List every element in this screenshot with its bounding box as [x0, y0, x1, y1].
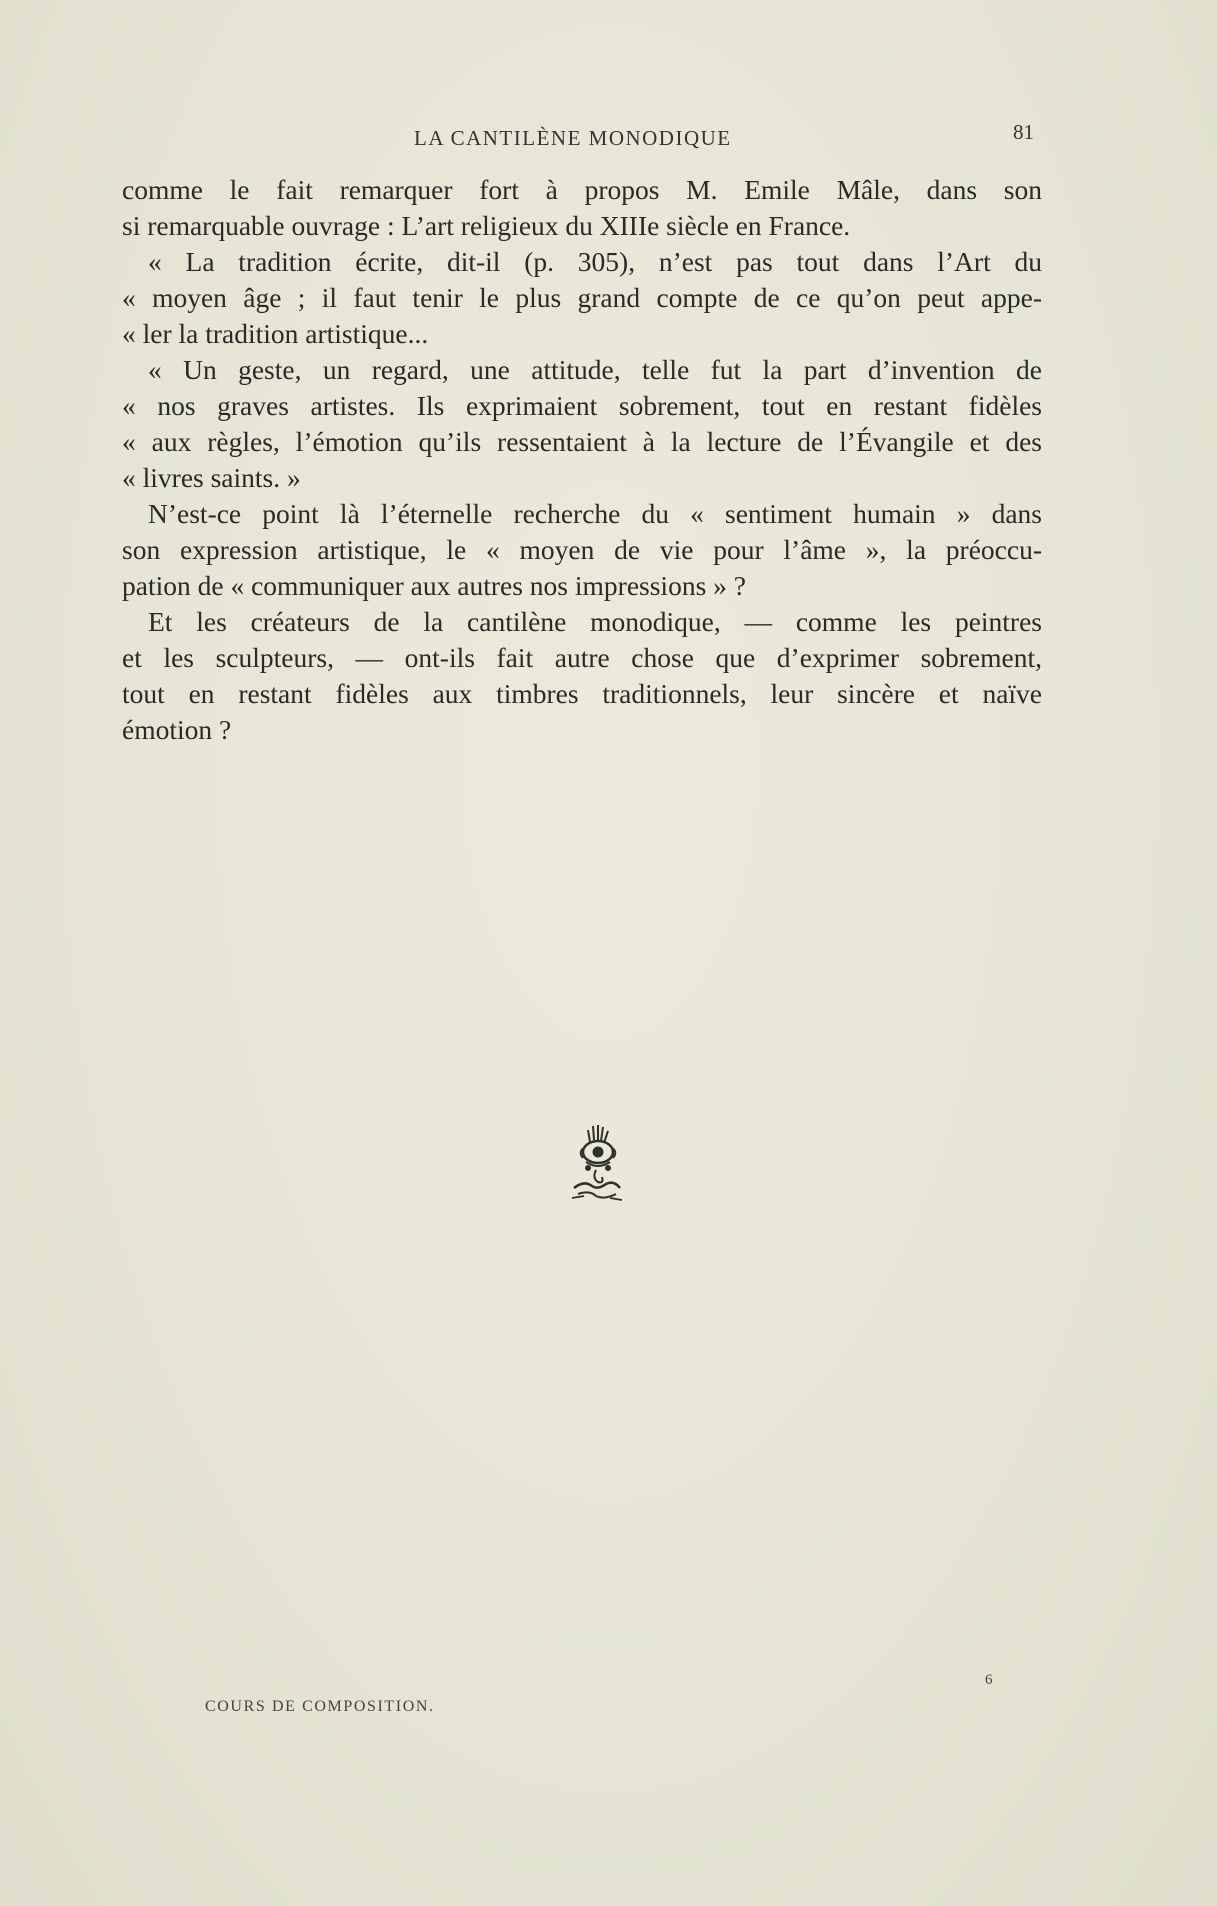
text-line: Et les créateurs de la cantilène monodique, — comme les peintres — [148, 606, 1042, 637]
text-line: si remarquable ouvrage : L’art religieux du XIIIe siècle en France. — [122, 210, 851, 241]
text-line: son expression artistique, le « moyen de vie pour l’âme », la préoccu- — [122, 534, 1042, 565]
running-title: LA CANTILÈNE MONODIQUE — [414, 126, 732, 150]
text-line: « Un geste, un regard, une attitude, telle fut la part d’invention de — [148, 354, 1042, 385]
text-line: comme le fait remarquer fort à propos M. Emile Mâle, dans son — [122, 174, 1042, 205]
text-line: tout en restant fidèles aux timbres traditionnels, leur sincère et naïve — [122, 678, 1042, 709]
text-line: « aux règles, l’émotion qu’ils ressentaient à la lecture de l’Évangile et des — [122, 426, 1042, 457]
floral-tailpiece-ornament-icon — [566, 1122, 626, 1204]
text-line: « La tradition écrite, dit-il (p. 305), n’est pas tout dans l’Art du — [148, 246, 1042, 277]
text-line: « nos graves artistes. Ils exprimaient sobrement, tout en restant fidèles — [122, 390, 1042, 421]
text-line: N’est-ce point là l’éternelle recherche du « sentiment humain » dans — [148, 498, 1042, 529]
text-line: et les sculpteurs, — ont-ils fait autre chose que d’exprimer sobrement, — [122, 642, 1042, 673]
body-text — [122, 172, 1042, 748]
text-line: émotion ? — [122, 714, 232, 745]
text-line: « ler la tradition artistique... — [122, 318, 429, 349]
signature-mark: 6 — [985, 1672, 993, 1688]
page-number: 81 — [1013, 120, 1034, 144]
text-line: « livres saints. » — [122, 462, 301, 493]
footer-signature: COURS DE COMPOSITION. — [205, 1698, 435, 1715]
text-line: « moyen âge ; il faut tenir le plus grand compte de ce qu’on peut appe- — [122, 282, 1042, 313]
text-line: pation de « communiquer aux autres nos impressions » ? — [122, 570, 746, 601]
running-head — [124, 120, 1044, 154]
